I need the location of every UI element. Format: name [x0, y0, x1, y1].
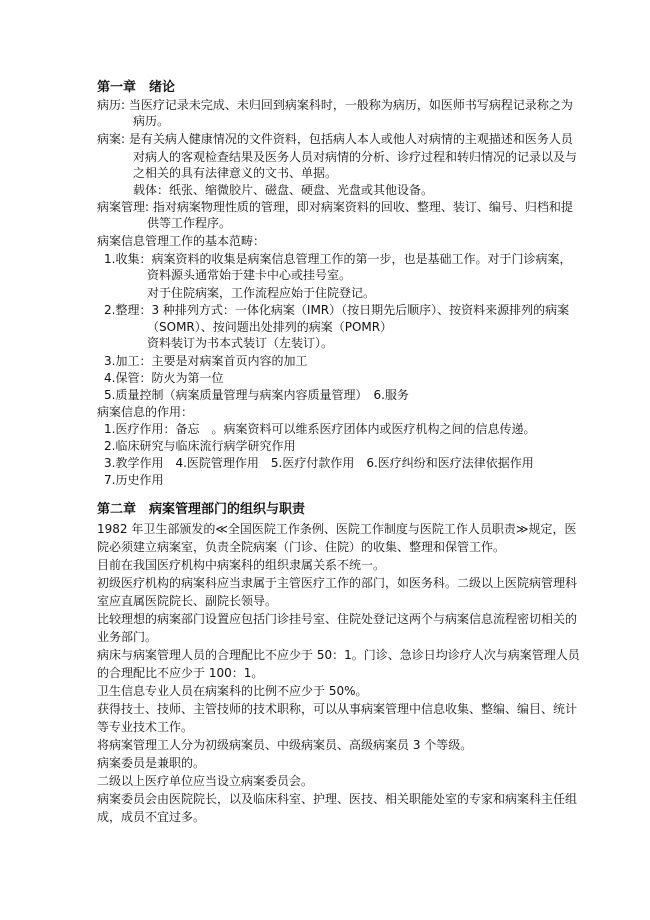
paragraph-line: 病历: 当医疗记录未完成、未归回到病案科时，一般称为病历，如医师书写病程记录称之为 [97, 98, 573, 112]
paragraph-line: 资料源头通常始于建卡中心或挂号室。 [147, 268, 352, 282]
paragraph-line: 病案委员会由医院院长，以及临床科室、护理、医技、相关职能处室的专家和病案科主任组 [97, 792, 578, 806]
paragraph-line: 病历。 [133, 114, 170, 128]
paragraph-line: 比较理想的病案部门设置应包括门诊挂号室、住院处登记这两个与病案信息流程密切相关的 [97, 612, 578, 626]
paragraph-line: 供等工作程序。 [147, 216, 232, 230]
paragraph-line: 将病案管理工人分为初级病案员、中级病案员、高级病案员 3 个等级。 [97, 738, 473, 752]
paragraph-line: 卫生信息专业人员在病案科的比例不应少于 50%。 [97, 684, 368, 698]
paragraph-line: 资料装订为书本式装订（左装订）。 [147, 336, 334, 350]
paragraph-line: 病案信息管理工作的基本范畴： [97, 234, 266, 248]
paragraph-line: 1.医疗作用：备忘 。病案资料可以维系医疗团体内或医疗机构之间的信息传递。 [104, 422, 536, 436]
paragraph-line: 获得技士、技师、主管技师的技术职称，可以从事病案管理中信息收集、整编、编目、统计 [97, 702, 578, 716]
paragraph-line: 院必须建立病案室，负责全院病案（门诊、住院）的收集、整理和保管工作。 [97, 540, 506, 554]
paragraph-line: （SOMR）、按问题出处排列的病案（POMR） [147, 320, 393, 334]
chapter2-title: 第二章 病案管理部门的组织与职责 [97, 502, 306, 517]
paragraph-line: 5.质量控制（病案质量管理与病案内容质量管理） 6.服务 [104, 388, 409, 402]
paragraph-line: 目前在我国医疗机构中病案科的组织隶属关系不统一。 [97, 558, 386, 572]
paragraph-line: 对于住院病案，工作流程应始于住院登记。 [147, 286, 376, 300]
paragraph-line: 室应直属医院院长、副院长领导。 [97, 594, 278, 608]
paragraph-line: 病床与病案管理人员的合理配比不应少于 50：1。门诊、急诊日均诊疗人次与病案管理人员 [97, 648, 580, 662]
paragraph-line: 1.收集：病案资料的收集是病案信息管理工作的第一步，也是基础工作。对于门诊病案， [104, 252, 572, 266]
paragraph-line: 二级以上医疗单位应当设立病案委员会。 [97, 774, 314, 788]
paragraph-line: 之相关的具有法律意义的文书、单据。 [133, 166, 338, 180]
paragraph-line: 7.历史作用 [104, 473, 164, 487]
paragraph-line: 2.整理：3 种排列方式：一体化病案（IMR）（按日期先后顺序）、按资料来源排列的病案 [104, 303, 570, 317]
paragraph-line: 业务部门。 [97, 630, 158, 644]
chapter1-title: 第一章 绪论 [97, 80, 176, 95]
paragraph-line: 载体：纸张、缩微胶片、磁盘、硬盘、光盘或其他设备。 [133, 183, 434, 197]
paragraph-line: 病案管理: 指对病案物理性质的管理，即对病案资料的回收、整理、装订、编号、归档和提 [97, 200, 573, 214]
paragraph-line: 1982 年卫生部颁发的≪全国医院工作条例、医院工作制度与医院工作人员职责≫规定，医 [97, 522, 577, 536]
paragraph-line: 3.加工：主要是对病案首页内容的加工 [104, 354, 308, 368]
paragraph-line: 病案: 是有关病人健康情况的文件资料，包括病人本人或他人对病情的主观描述和医务人员 [97, 132, 573, 146]
paragraph-line: 2.临床研究与临床流行病学研究作用 [104, 439, 296, 453]
paragraph-line: 等专业技术工作。 [97, 720, 194, 734]
paragraph-line: 4.保管：防火为第一位 [104, 371, 224, 385]
paragraph-line: 成，成员不宜过多。 [97, 810, 206, 824]
paragraph-line: 初级医疗机构的病案科应当隶属于主管医疗工作的部门，如医务科。二级以上医院病管理科 [97, 576, 578, 590]
paragraph-line: 3.教学作用 4.医院管理作用 5.医疗付款作用 6.医疗纠纷和医疗法律依据作用 [104, 456, 534, 470]
paragraph-line: 对病人的客观检查结果及医务人员对病情的分析、诊疗过程和转归情况的记录以及与 [133, 150, 578, 164]
paragraph-line: 病案信息的作用： [97, 405, 194, 419]
paragraph-line: 的合理配比不应少于 100：1。 [97, 666, 264, 680]
paragraph-line: 病案委员是兼职的。 [97, 756, 206, 770]
